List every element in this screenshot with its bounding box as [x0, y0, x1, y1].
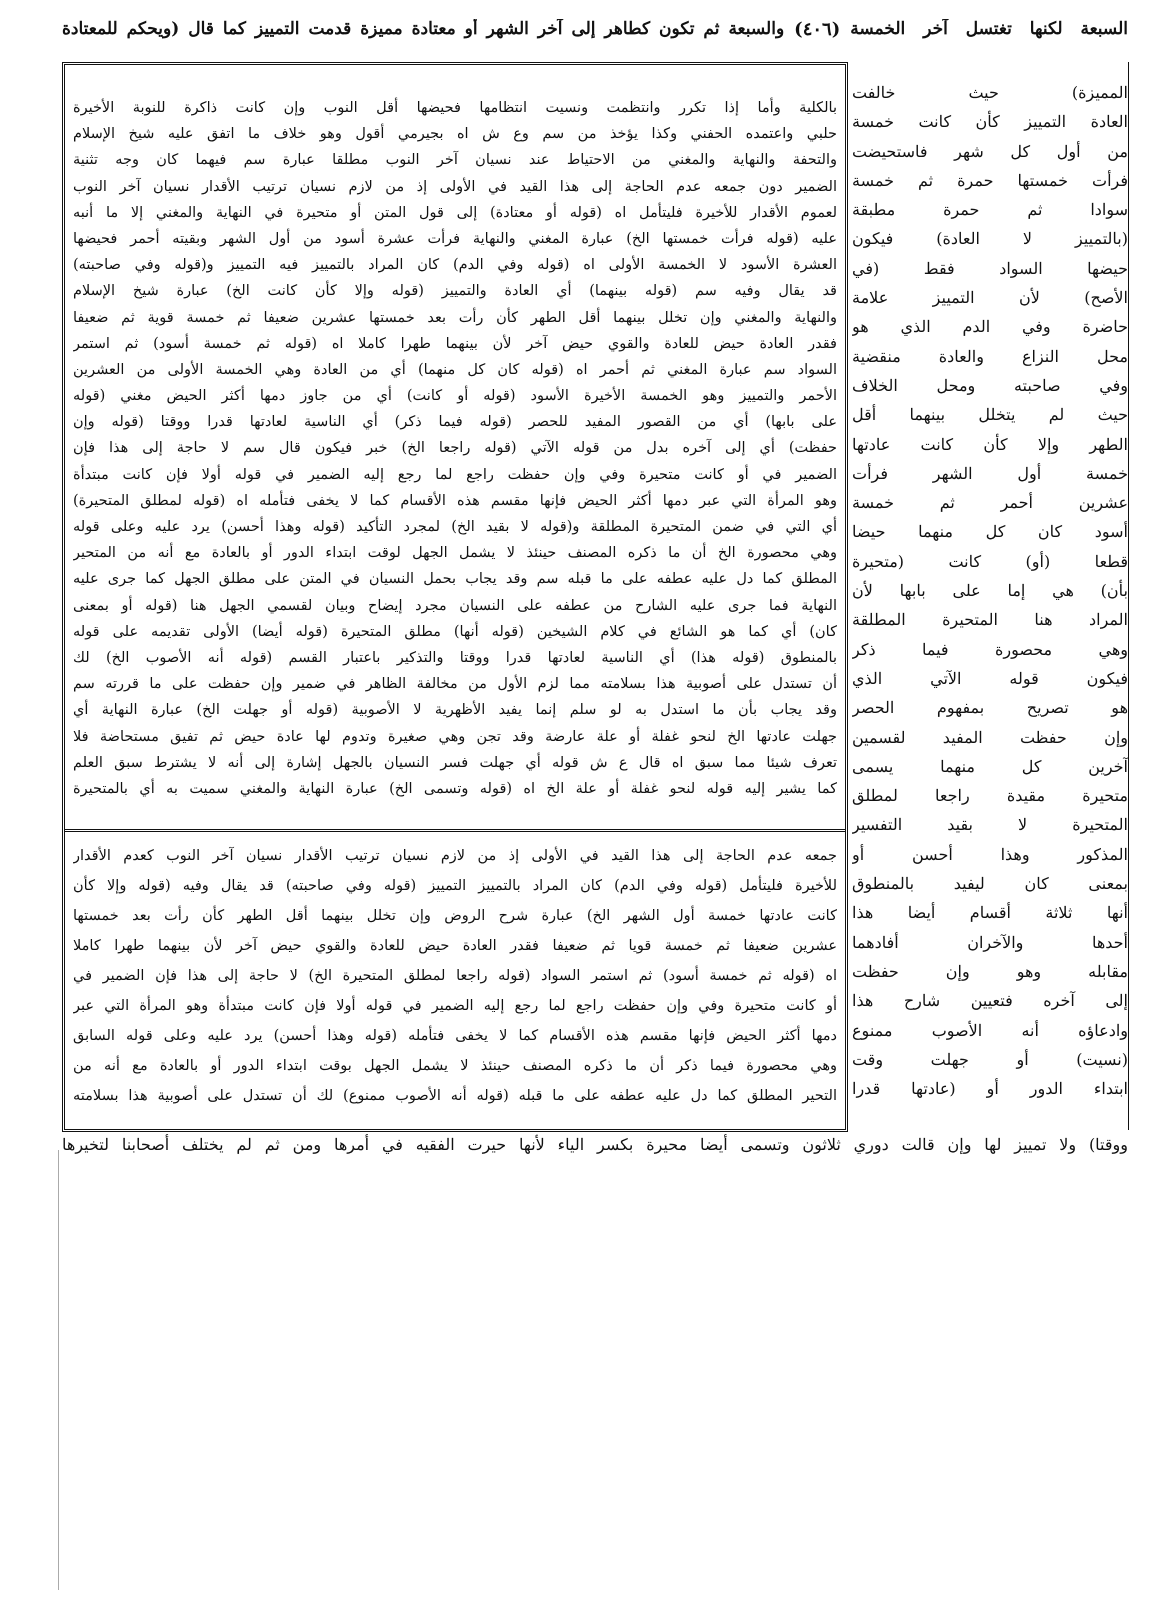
commentary-line: بالمنطوق (قوله هذا) أي الناسية لعادتها قدرا ووقتا والتذكير باعتبار القسم (قوله أنه الأصوب الخ) لك [73, 649, 837, 666]
main-text-line: (نسيت) أو جهلت وقت [852, 1049, 1128, 1069]
main-text-line: عشرين أحمر ثم خمسة [852, 493, 1128, 513]
footnote-line: عشرين ضعيفا ثم خمسة قويا ثم ضعيفا فقدر العادة حيض للعادة والقوي حيض آخر لأن بينهما طهرا كاملا [73, 938, 837, 954]
header-right-text: السبعة لكنها تغتسل آخر الخمسة [850, 19, 1128, 39]
running-header [62, 12, 1128, 46]
commentary-line: كما يشير إليه قوله لنحو غفلة أو علة الخ اه (قوله وتسمى الخ) عبارة النهاية والمغني سميت به أي بالمتحيرة [73, 780, 837, 797]
footnote-line: جمعه عدم الحاجة إلى هذا القيد في الأولى إذ من لازم نسيان ترتيب الأقدار نسيان آخر النوب كعدم الأقدار [73, 848, 837, 864]
main-text-line: حاضرة وفي الدم الذي هو [852, 317, 1128, 337]
lower-commentary [73, 841, 837, 1111]
main-text-column [852, 78, 1128, 1103]
footnote-line: التحير المطلق كما دل عليه عطفه على ما قبله (قوله أنه الأصوب ممنوع) لك أن تستدل على أصوبية هذا بسلامته [73, 1088, 837, 1104]
commentary-line: على بابها) أي من القصور المفيد للحصر (قوله فيما ذكر) أي الناسية لعادتها قدرا ووقتا (قوله وإن [73, 414, 837, 431]
main-text-line: سوادا ثم حمرة مطبقة [852, 200, 1128, 220]
footnote-line: اه (قوله ثم خمسة أسود) ثم استمر السواد (قوله راجعا لمطلق المتحيرة الخ) لا حاجة إلى هذا فإن الضمير في [73, 968, 837, 984]
main-text-line: وهي محصورة فيما ذكر [852, 639, 1128, 659]
commentary-divider [65, 829, 845, 832]
footnote-line: وهي محصورة فيما ذكر أن ما ذكره المصنف حينئذ لا يشمل الجهل بوقت ابتداء الدور أو بالعادة مع أنه من [73, 1058, 837, 1074]
page-number: (٤٠٦) [794, 18, 841, 40]
header-left-text: والسبعة ثم تكون كطاهر إلى آخر الشهر أو معتادة مميزة قدمت التمييز كما قال (ويحكم للمعتادة [62, 19, 785, 39]
main-text-line: وفي صاحبته ومحل الخلاف [852, 375, 1128, 395]
commentary-line: الأحمر والتمييز وهو الخمسة الأخيرة الأسود (قوله أو كانت) أي من جاوز دمها أكثر الحيض مغني (قوله [73, 388, 837, 405]
main-text-line: بأن) هي إما على بابها لأن [852, 581, 1128, 601]
scan-edge-line [58, 1150, 59, 1590]
main-text-line: هو تصريح بمفهوم الحصر [852, 698, 1128, 718]
commentary-line: والتحفة والنهاية والمغني من الاحتياط عند نسيان آخر النوب مطلقا عبارة سم فيهما كان وجه تثنية [73, 152, 837, 169]
commentary-line: جهلت عادتها الخ لنحو غفلة أو علة عارضة وقد تجن وهي صغيرة وتدوم لها عادة حيض ثم تفيق مستحاضة فلا [73, 728, 837, 745]
commentary-line: والنهاية والمغني وإن تخلل بينهما أقل الطهر كأن رأت بعد خمستها عشرين ضعيفا ثم خمسة قوية ثم ضعيفا [73, 309, 837, 326]
main-text-line: المميزة) حيث خالفت [852, 83, 1128, 102]
commentary-line: فقدر العادة حيض للعادة والقوي حيض آخر لأن بينهما طهرا كاملا اه (قوله ثم خمسة أسود) ثم استمر [73, 335, 837, 352]
commentary-line: أن تستدل على أصوبية هذا بسلامته مما لزم الأول من مخالفة الظاهر في ضمير وإن حفظت على ما قررته سم [73, 676, 837, 693]
commentary-line: حفظت) أي إلى آخره بدل من قوله الآتي (قوله راجعا الخ) خبر فيكون قال سم لا حاجة إلى هذا فإن [73, 440, 837, 457]
footnote-line: دمها أكثر الحيض فإنها مقسم هذه الأقسام كما لا يخفى فتأمله (قوله وهذا أحسن) يرد عليه وعلى قوله السابق [73, 1028, 837, 1044]
main-text-line: ابتداء الدور أو (عادتها قدرا [852, 1079, 1128, 1099]
main-text-line: (بالتمييز لا العادة) فيكون [852, 229, 1128, 249]
main-text-line: آخرين كل منهما يسمى [852, 756, 1128, 776]
commentary-line: عليه (قوله فرأت خمستها الخ) عبارة المغني والنهاية فرأت عشرة أسود من أول الشهر وبقيته أحمر فحيضها [73, 230, 837, 247]
commentary-line: كان) أي كما هو الشائع في كلام الشيخين (قوله أنها) مطلق المتحيرة (قوله أيضا) الأولى تقديمه على قوله [73, 623, 837, 640]
main-text-line: بمعنى كان ليفيد بالمنطوق [852, 874, 1128, 894]
commentary-line: قد يقال وفيه سم (قوله بينهما) أي العادة والتمييز (قوله وإلا كأن كانت الخ) عبارة شيخ الإسلام [73, 283, 837, 300]
commentary-line: العشرة الأسود لا الخمسة الأولى اه (قوله وفي الدم) كان المراد بالتمييز فيه التمييز و(قوله وفي صاحبته) [73, 257, 837, 274]
main-text-line: محل النزاع والعادة منقضية [852, 346, 1128, 366]
main-text-line: قطعا (أو) كانت (متحيرة [852, 551, 1128, 571]
footnote-line: كانت عادتها خمسة أول الشهر الخ) عبارة شرح الروض وإن تخلل بينهما أقل الطهر كأن رأت بعد خمستها [73, 908, 837, 924]
commentary-line: المطلق كما دل عليه عطفه على ما قبله سم وقد يجاب بحمل النسيان في المتن على مطلق الجهل كما جرى عليه [73, 571, 837, 588]
commentary-line: وهو المرأة التي عبر دمها أكثر الحيض فإنها مقسم هذه الأقسام كما لا يخفى فتأمله اه (قوله لمطلق المتحيرة) [73, 492, 837, 509]
commentary-line: أي التي في ضمن المتحيرة المطلقة و(قوله لا بقيد الخ) لمجرد التأكيد (قوله وهذا أحسن) يرد عليه وعلى قوله [73, 519, 837, 535]
main-text-line: المراد هنا المتحيرة المطلقة [852, 610, 1128, 630]
main-text-line: الأصح) لأن التمييز علامة [852, 288, 1128, 308]
main-text-line: حيضها السواد فقط (في [852, 258, 1128, 278]
main-text-line: العادة التمييز كأن كانت خمسة [852, 112, 1128, 132]
main-text-line: من أول كل شهر فاستحيضت [852, 141, 1128, 161]
main-text-line: حيث لم يتخلل بينهما أقل [852, 405, 1128, 425]
commentary-line: وهي محصورة الخ أن ما ذكره المصنف حينئذ لا يشمل الجهل لوقت ابتداء الدور أو بالعادة مع أنه من المتحير [73, 545, 837, 562]
commentary-line: النهاية فما جرى عليه الشارح من عطفه على النسيان مجرد إيضاح وبيان لقسمي الجهل هنا (قوله أو بمعنى [73, 597, 837, 614]
main-text-line: وادعاؤه أنه الأصوب ممنوع [852, 1020, 1128, 1040]
commentary-line: وقد يجاب بأن ما استدل به لو سلم إنما يفيد الأظهرية لا الأصوبية (قوله أو جهلت الخ) عبارة النهاية أي [73, 702, 837, 719]
commentary-box [62, 62, 848, 1132]
page-footer-text: ووقتا) ولا تمييز لها وإن قالت دوري ثلاثون وتسمى أيضا محيرة بكسر الياء لأنها حيرت الفقيه في أمرها ومن ثم لم يختلف أصحابنا لتخيرها [62, 1135, 1128, 1154]
footnote-line: أو كانت متحيرة وفي وإن حفظت راجع لما رجع إليه الضمير في قوله أولا فإن كانت مبتدأة وهو المرأة التي عبر [73, 998, 837, 1014]
commentary-line: لعموم الأقدار للأخيرة فليتأمل اه (قوله أو معتادة) إلى قول المتن أو متحيرة في النهاية والمغني إلا ما أنبه [73, 204, 837, 221]
footnote-line: للأخيرة فليتأمل (قوله وفي الدم) كان المراد بالتمييز التمييز (قوله وفي صاحبته) قد يقال وفيه (قوله وإلا كأن [73, 878, 837, 894]
main-text-line: فرأت خمستها حمرة ثم خمسة [852, 170, 1128, 190]
commentary-line: الضمير دون جمعه عدم الحاجة إلى هذا القيد في الأولى إذ من لازم نسيان ترتيب الأقدار نسيان آخر النوب [73, 178, 837, 195]
main-text-line: المتحيرة لا بقيد التفسير [852, 815, 1128, 835]
main-text-line: أحدها والآخران أفادهما [852, 932, 1128, 952]
commentary-line: حلبي واعتمده الحفني وكذا يؤخذ من سم وع ش اه بجيرمي أقول وهو خلاف ما اتفق عليه شيخ الإسلام [73, 126, 837, 143]
main-text-line: مقابله وهو وإن حفظت [852, 961, 1128, 981]
main-text-line: أنها ثلاثة أقسام أيضا هذا [852, 903, 1128, 923]
main-text-line: المذكور وهذا أحسن أو [852, 844, 1128, 864]
commentary-line: تعرف شيئا مما سبق اه قال ع ش قوله أي جهلت فسر النسيان بالجهل إشارة إلى أنه لا يشترط سبق العلم [73, 754, 837, 771]
commentary-line: السواد سم عبارة المغني ثم أحمر اه (قوله كان كل منهما) أي من العادة وهي الخمسة الأولى من العشرين [73, 361, 837, 378]
commentary-line: الضمير في أو كانت متحيرة وفي وإن حفظت راجع لما رجع إليه الضمير في قوله أولا فإن كانت مبتدأة [73, 466, 837, 483]
main-text-line: خمسة أول الشهر فرأت [852, 463, 1128, 483]
upper-commentary [73, 95, 837, 802]
main-text-line: وإن حفظت المفيد لقسمين [852, 727, 1128, 747]
commentary-line: بالكلية وأما إذا تكرر وانتظمت ونسيت انتظامها فحيضها أقل النوب وإن كانت ذاكرة للنوبة الأخيرة [73, 100, 837, 116]
main-text-line: متحيرة مقيدة راجعا لمطلق [852, 786, 1128, 806]
main-text-line: أسود كان كل منهما حيضا [852, 522, 1128, 542]
margin-rule [1128, 62, 1129, 1130]
main-text-line: فيكون قوله الآتي الذي [852, 668, 1128, 688]
main-text-line: الطهر وإلا كأن كانت عادتها [852, 434, 1128, 454]
main-text-line: إلى آخره فتعيين شارح هذا [852, 991, 1128, 1011]
